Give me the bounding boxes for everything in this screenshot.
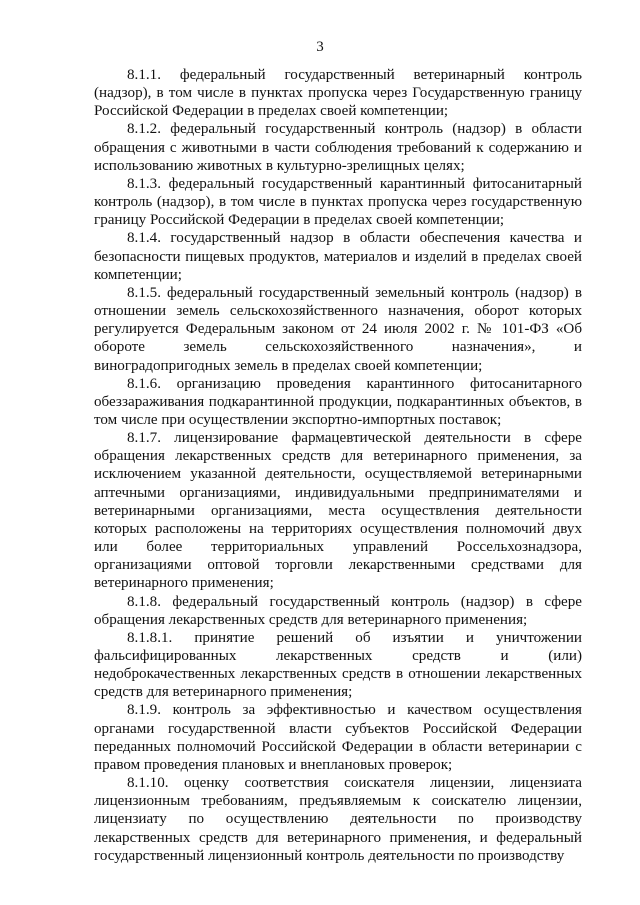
paragraph-8-1-8-1: 8.1.8.1. принятие решений об изъятии и уничтожении фальсифицированных лекарственных средств и (или) недоброкачественных лекарственных средств в отношении лекарственных средств для ветеринарного применения; [94, 629, 582, 701]
paragraph-8-1-1: 8.1.1. федеральный государственный ветеринарный контроль (надзор), в том числе в пунктах пропуска через Государственную границу Российской Федерации в пределах своей компетенции; [94, 67, 582, 120]
paragraph-8-1-10: 8.1.10. оценку соответствия соискателя лицензии, лицензиата лицензионным требованиям, предъявляемым к соискателю лицензии, лицензиату по осуществлению деятельности по производству лекарственных средств для ветеринарного применения, и федеральный государственный лицензионный контроль деятельности по производству [94, 775, 582, 864]
paragraph-8-1-8: 8.1.8. федеральный государственный контроль (надзор) в сфере обращения лекарственных средств для ветеринарного применения; [94, 593, 582, 628]
paragraph-8-1-4: 8.1.4. государственный надзор в области обеспечения качества и безопасности пищевых продуктов, материалов и изделий в пределах своей компетенции; [94, 230, 582, 283]
page-number: 3 [316, 39, 324, 55]
paragraph-8-1-6: 8.1.6. организацию проведения карантинного фитосанитарного обеззараживания подкарантинной продукции, подкарантинных объектов, в том числе при осуществлении экспортно-импортных поставок; [94, 375, 582, 428]
paragraph-8-1-5: 8.1.5. федеральный государственный земельный контроль (надзор) в отношении земель сельскохозяйственного назначения, оборот которых регулируется Федеральным законом от 24 июля 2002 г. № 101-ФЗ «Об обороте земель сельскохозяйственного назначения», и виноградопригодных земель в пределах своей компетенции; [94, 284, 582, 374]
document-body [94, 66, 582, 865]
paragraph-8-1-9: 8.1.9. контроль за эффективностью и качеством осуществления органами государственной власти субъектов Российской Федерации переданных полномочий Российской Федерации в области ветеринарии с правом проведения плановых и внеплановых проверок; [94, 702, 582, 773]
paragraph-8-1-3: 8.1.3. федеральный государственный карантинный фитосанитарный контроль (надзор), в том числе в пунктах пропуска через государственную границу Российской Федерации в пределах своей компетенции; [94, 175, 582, 229]
paragraph-8-1-2: 8.1.2. федеральный государственный контроль (надзор) в области обращения с животными в части соблюдения требований к содержанию и использованию животных в культурно-зрелищных целях; [94, 121, 582, 174]
paragraph-8-1-7: 8.1.7. лицензирование фармацевтической деятельности в сфере обращения лекарственных средств для ветеринарного применения, за исключением указанной деятельности, осуществляемой ветеринарными аптечными организациями, индивидуальными предпринимателями и ветеринарными организациями, места осуществления деятельности которых расположены на территориях осуществления полномочий двух или более территориальных управлений Россельхознадзора, организациями оптовой торговли лекарственными средствами для ветеринарного применения; [94, 430, 582, 592]
